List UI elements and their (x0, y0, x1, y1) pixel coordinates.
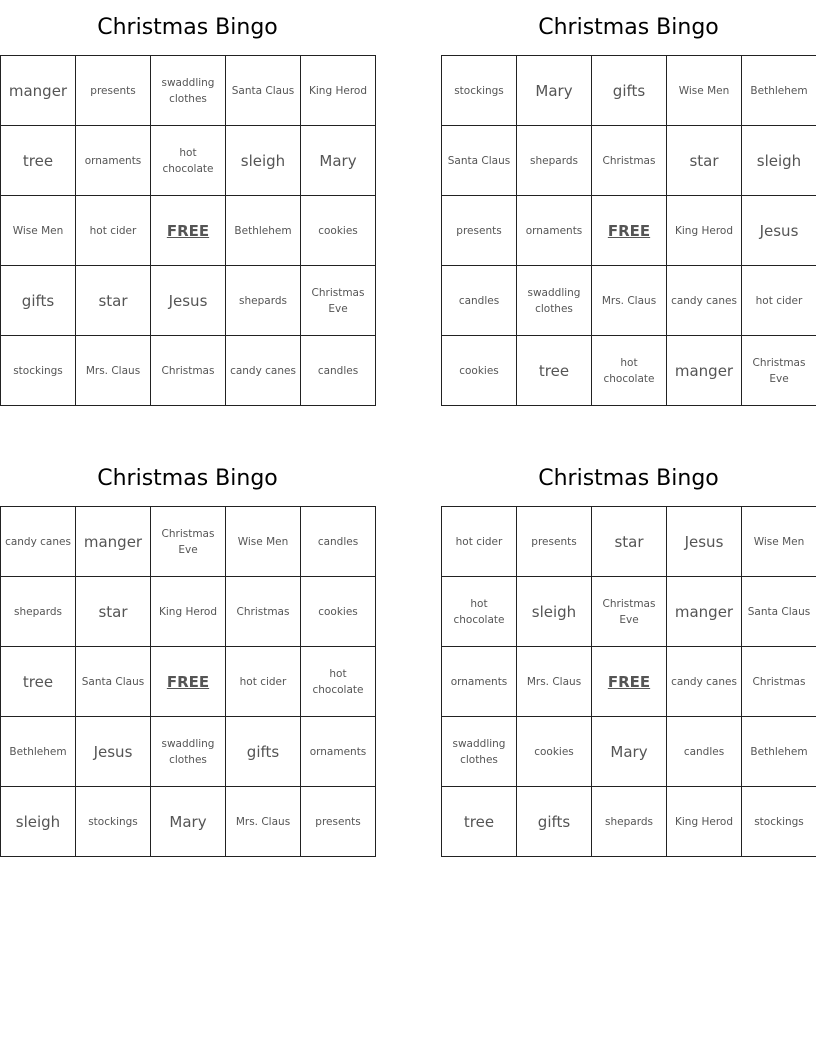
bingo-cell: candy canes (226, 336, 301, 406)
bingo-cell: manger (667, 577, 742, 647)
bingo-cell: shepards (517, 126, 592, 196)
bingo-cell: ornaments (517, 196, 592, 266)
bingo-cell: cookies (301, 577, 376, 647)
bingo-cell: sleigh (517, 577, 592, 647)
bingo-cell: manger (1, 56, 76, 126)
bingo-cell: Jesus (667, 507, 742, 577)
bingo-row (1, 56, 376, 126)
bingo-cell: tree (1, 647, 76, 717)
bingo-cell: Wise Men (226, 507, 301, 577)
free-space: FREE (592, 647, 667, 717)
bingo-cell: Bethlehem (1, 717, 76, 787)
bingo-cell: ornaments (301, 717, 376, 787)
bingo-row (442, 266, 816, 336)
bingo-cell: candy canes (667, 266, 742, 336)
bingo-cell: candy canes (1, 507, 76, 577)
bingo-cell: stockings (1, 336, 76, 406)
bingo-cell: gifts (592, 56, 667, 126)
bingo-cell: shepards (226, 266, 301, 336)
bingo-cell: tree (1, 126, 76, 196)
bingo-cell: sleigh (226, 126, 301, 196)
bingo-cell: hot chocolate (442, 577, 517, 647)
bingo-row (1, 647, 376, 717)
bingo-row (442, 336, 816, 406)
bingo-cell: King Herod (301, 56, 376, 126)
bingo-cell: Christmas (742, 647, 816, 717)
bingo-cell: King Herod (667, 196, 742, 266)
bingo-row (442, 196, 816, 266)
card-title: Christmas Bingo (538, 466, 719, 491)
bingo-cell: King Herod (667, 787, 742, 857)
free-space: FREE (592, 196, 667, 266)
bingo-cell: Christmas Eve (151, 507, 226, 577)
bingo-cell: sleigh (1, 787, 76, 857)
bingo-cell: cookies (442, 336, 517, 406)
bingo-row (442, 717, 816, 787)
bingo-cell: stockings (442, 56, 517, 126)
bingo-cell: Mary (517, 56, 592, 126)
bingo-cell: tree (442, 787, 517, 857)
bingo-cell: Jesus (76, 717, 151, 787)
bingo-cell: Wise Men (1, 196, 76, 266)
bingo-cell: Mrs. Claus (592, 266, 667, 336)
bingo-cell: sleigh (742, 126, 816, 196)
free-space: FREE (151, 647, 226, 717)
bingo-row (1, 196, 376, 266)
bingo-cell: presents (442, 196, 517, 266)
bingo-cell: candles (301, 507, 376, 577)
bingo-cell: Christmas Eve (592, 577, 667, 647)
bingo-cell: gifts (517, 787, 592, 857)
bingo-cell: swaddling clothes (151, 717, 226, 787)
bingo-row (442, 577, 816, 647)
bingo-grid (441, 55, 816, 406)
bingo-row (1, 717, 376, 787)
bingo-row (1, 577, 376, 647)
bingo-cell: Santa Claus (226, 56, 301, 126)
bingo-cell: Bethlehem (742, 56, 816, 126)
bingo-cell: cookies (517, 717, 592, 787)
bingo-cell: candy canes (667, 647, 742, 717)
bingo-cell: Wise Men (742, 507, 816, 577)
bingo-row (442, 56, 816, 126)
bingo-cell: Christmas (592, 126, 667, 196)
bingo-grid (0, 55, 376, 406)
bingo-cell: stockings (742, 787, 816, 857)
bingo-cell: Santa Claus (742, 577, 816, 647)
bingo-cell: tree (517, 336, 592, 406)
free-space: FREE (151, 196, 226, 266)
bingo-cell: ornaments (442, 647, 517, 717)
bingo-row (1, 266, 376, 336)
bingo-cell: Christmas Eve (742, 336, 816, 406)
card-title: Christmas Bingo (538, 15, 719, 40)
bingo-cell: stockings (76, 787, 151, 857)
bingo-cell: shepards (592, 787, 667, 857)
bingo-cell: Christmas Eve (301, 266, 376, 336)
bingo-cell: candles (301, 336, 376, 406)
bingo-cell: swaddling clothes (151, 56, 226, 126)
bingo-row (1, 126, 376, 196)
bingo-cell: cookies (301, 196, 376, 266)
bingo-cell: Mrs. Claus (76, 336, 151, 406)
bingo-cell: hot cider (442, 507, 517, 577)
bingo-cell: shepards (1, 577, 76, 647)
bingo-cell: gifts (226, 717, 301, 787)
bingo-cell: star (76, 577, 151, 647)
bingo-cell: Santa Claus (442, 126, 517, 196)
bingo-cell: Santa Claus (76, 647, 151, 717)
bingo-grid (441, 506, 816, 857)
bingo-cell: Christmas (226, 577, 301, 647)
bingo-cell: hot cider (76, 196, 151, 266)
bingo-cell: Mary (151, 787, 226, 857)
bingo-row (1, 507, 376, 577)
bingo-cell: King Herod (151, 577, 226, 647)
bingo-cell: Bethlehem (226, 196, 301, 266)
bingo-cell: hot chocolate (301, 647, 376, 717)
bingo-row (1, 787, 376, 857)
bingo-cell: Christmas (151, 336, 226, 406)
bingo-cell: Bethlehem (742, 717, 816, 787)
bingo-cell: Mary (301, 126, 376, 196)
bingo-row (442, 787, 816, 857)
bingo-row (442, 126, 816, 196)
bingo-row (442, 507, 816, 577)
bingo-cell: hot chocolate (592, 336, 667, 406)
card-title: Christmas Bingo (97, 466, 278, 491)
bingo-row (442, 647, 816, 717)
bingo-cell: candles (667, 717, 742, 787)
bingo-cell: presents (517, 507, 592, 577)
bingo-cell: Wise Men (667, 56, 742, 126)
bingo-cell: hot cider (226, 647, 301, 717)
bingo-cell: gifts (1, 266, 76, 336)
card-title: Christmas Bingo (97, 15, 278, 40)
bingo-cell: manger (667, 336, 742, 406)
bingo-cell: Mrs. Claus (226, 787, 301, 857)
bingo-cell: manger (76, 507, 151, 577)
bingo-cell: ornaments (76, 126, 151, 196)
bingo-cell: Jesus (151, 266, 226, 336)
bingo-cell: Mrs. Claus (517, 647, 592, 717)
bingo-row (1, 336, 376, 406)
bingo-cell: presents (301, 787, 376, 857)
bingo-cell: star (592, 507, 667, 577)
bingo-grid (0, 506, 376, 857)
bingo-cell: star (76, 266, 151, 336)
bingo-cell: presents (76, 56, 151, 126)
bingo-cell: Mary (592, 717, 667, 787)
bingo-cell: swaddling clothes (517, 266, 592, 336)
bingo-cell: hot cider (742, 266, 816, 336)
bingo-cell: swaddling clothes (442, 717, 517, 787)
bingo-cell: Jesus (742, 196, 816, 266)
bingo-cell: hot chocolate (151, 126, 226, 196)
bingo-cell: star (667, 126, 742, 196)
bingo-cell: candles (442, 266, 517, 336)
